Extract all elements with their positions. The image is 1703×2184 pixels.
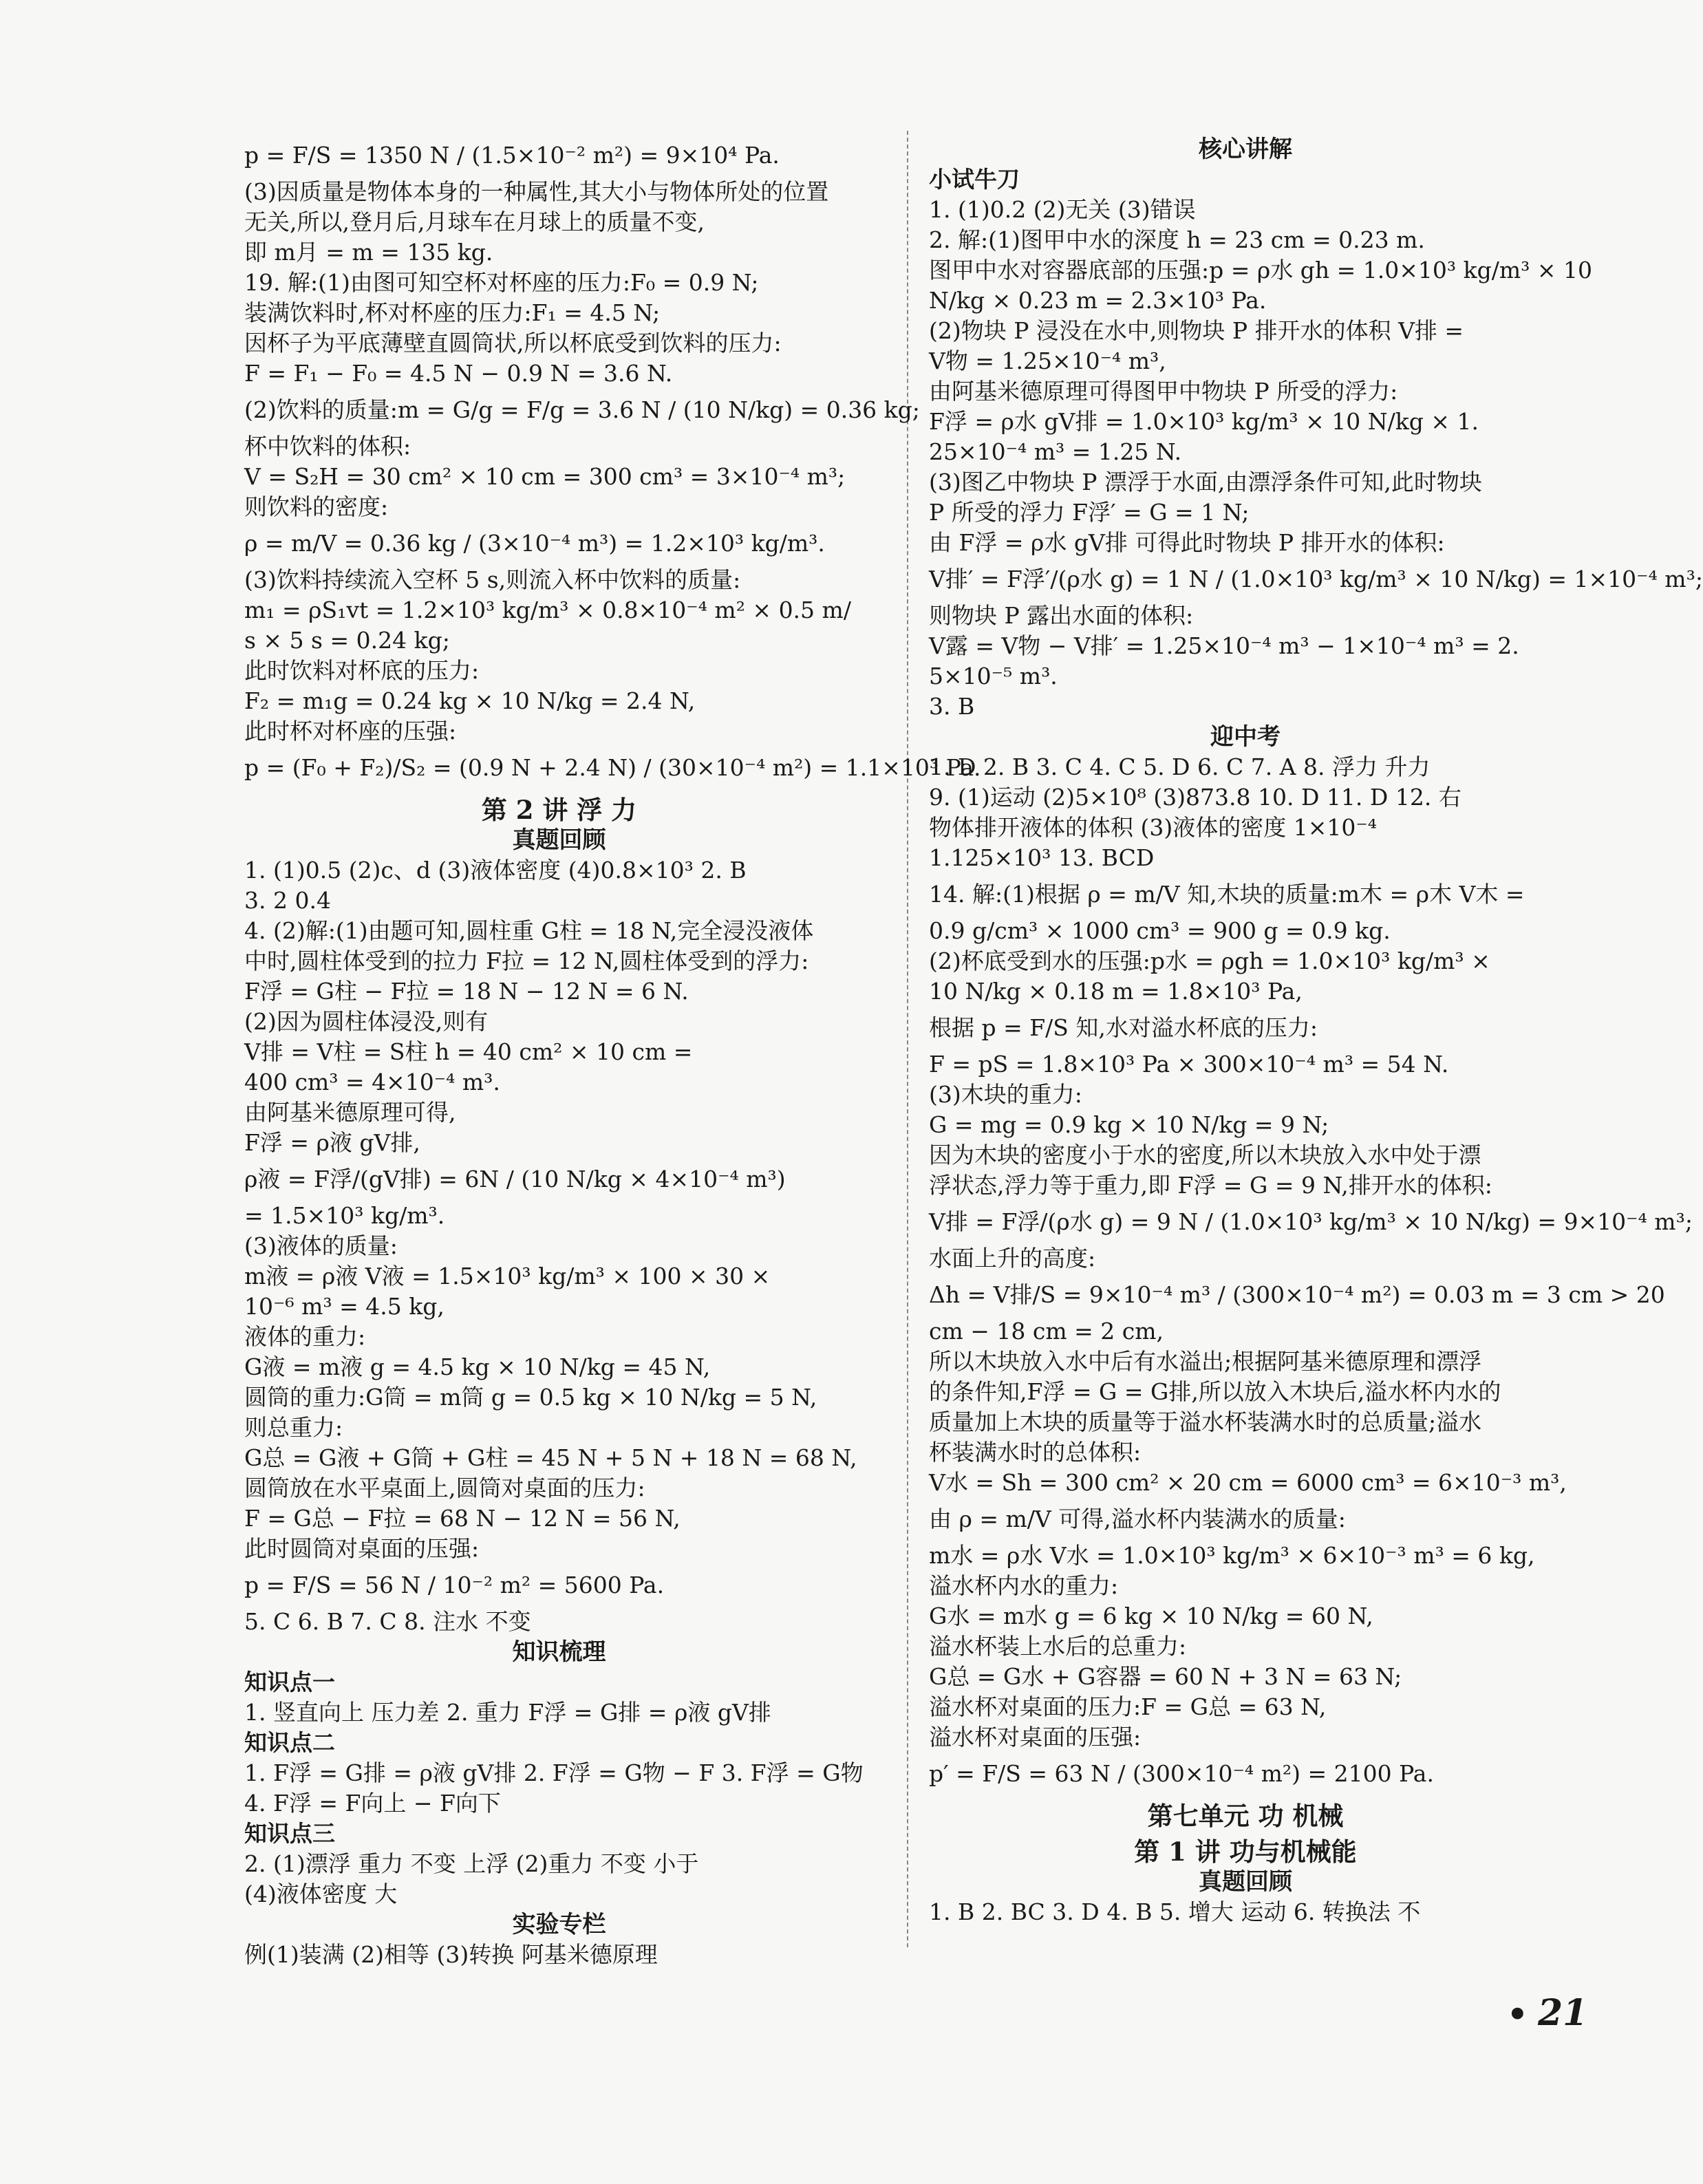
text-line: 3. B xyxy=(929,693,975,720)
text-line: F = F₁ − F₀ = 4.5 N − 0.9 N = 3.6 N. xyxy=(244,360,673,387)
text-line: 则物块 P 露出水面的体积: xyxy=(929,602,1194,629)
section-heading: 第 1 讲 功与机械能 xyxy=(1134,1837,1357,1867)
text-line: p = F/S = 56 N / 10⁻² m² = 5600 Pa. xyxy=(244,1572,665,1598)
text-line: 无关,所以,登月后,月球车在月球上的质量不变, xyxy=(244,208,705,235)
text-line: Δh = V排/S = 9×10⁻⁴ m³ / (300×10⁻⁴ m²) = 0.03 m = 3 cm > 20 xyxy=(929,1281,1665,1308)
text-line: m液 = ρ液 V液 = 1.5×10³ kg/m³ × 100 × 30 × xyxy=(244,1263,771,1289)
section-heading: 第七单元 功 机械 xyxy=(1147,1801,1344,1831)
text-line: V排 = V柱 = S柱 h = 40 cm² × 10 cm = xyxy=(244,1038,693,1065)
section-heading: 核心讲解 xyxy=(1199,136,1292,163)
text-line: (3)图乙中物块 P 漂浮于水面,由漂浮条件可知,此时物块 xyxy=(929,469,1482,495)
text-line: 1. D 2. B 3. C 4. C 5. D 6. C 7. A 8. 浮力 升力 xyxy=(929,753,1431,780)
section-heading: 真题回顾 xyxy=(512,826,606,854)
text-line: (3)因质量是物体本身的一种属性,其大小与物体所处的位置 xyxy=(244,178,829,205)
text-line: F = pS = 1.8×10³ Pa × 300×10⁻⁴ m³ = 54 N. xyxy=(929,1051,1449,1078)
text-line: 此时杯对杯座的压强: xyxy=(244,718,457,745)
text-line: 1. B 2. BC 3. D 4. B 5. 增大 运动 6. 转换法 不 xyxy=(929,1898,1421,1925)
text-line: s × 5 s = 0.24 kg; xyxy=(244,627,450,654)
text-line: 图甲中水对容器底部的压强:p = ρ水 gh = 1.0×10³ kg/m³ × 10 xyxy=(929,257,1592,283)
text-line: p = F/S = 1350 N / (1.5×10⁻² m²) = 9×10⁴ Pa. xyxy=(244,142,780,169)
text-line: 4. F浮 = F向上 − F向下 xyxy=(244,1790,501,1817)
text-line: (2)杯底受到水的压强:p水 = ρgh = 1.0×10³ kg/m³ × xyxy=(929,948,1490,974)
text-line: 1. (1)0.2 (2)无关 (3)错误 xyxy=(929,196,1196,223)
text-line: 杯装满水时的总体积: xyxy=(929,1439,1142,1466)
text-line: = 1.5×10³ kg/m³. xyxy=(244,1202,445,1229)
text-line: 装满饮料时,杯对杯座的压力:F₁ = 4.5 N; xyxy=(244,299,661,326)
section-heading: 迎中考 xyxy=(1210,723,1281,751)
text-line: 400 cm³ = 4×10⁻⁴ m³. xyxy=(244,1069,500,1095)
text-line: 由阿基米德原理可得图甲中物块 P 所受的浮力: xyxy=(929,378,1398,405)
text-line: P 所受的浮力 F浮′ = G = 1 N; xyxy=(929,499,1250,526)
text-line: F浮 = ρ液 gV排, xyxy=(244,1129,420,1156)
text-line: G总 = G水 + G容器 = 60 N + 3 N = 63 N; xyxy=(929,1663,1402,1690)
text-line: V物 = 1.25×10⁻⁴ m³, xyxy=(929,347,1166,374)
text-line: (3)木块的重力: xyxy=(929,1081,1082,1108)
text-line: 5×10⁻⁵ m³. xyxy=(929,663,1058,689)
text-line: 水面上升的高度: xyxy=(929,1245,1096,1272)
text-line: 所以木块放入水中后有水溢出;根据阿基米德原理和漂浮 xyxy=(929,1348,1482,1375)
page-dot: • xyxy=(1507,1995,1528,2034)
text-line: 3. 2 0.4 xyxy=(244,887,331,914)
text-line: 溢水杯对桌面的压强: xyxy=(929,1724,1142,1751)
text-line: 的条件知,F浮 = G = G排,所以放入木块后,溢水杯内水的 xyxy=(929,1378,1501,1405)
text-line: G = mg = 0.9 kg × 10 N/kg = 9 N; xyxy=(929,1111,1329,1138)
text-line: (2)因为圆柱体浸没,则有 xyxy=(244,1008,489,1035)
text-line: F浮 = ρ水 gV排 = 1.0×10³ kg/m³ × 10 N/kg × 1. xyxy=(929,408,1479,435)
text-line: 浮状态,浮力等于重力,即 F浮 = G = 9 N,排开水的体积: xyxy=(929,1172,1492,1199)
text-line: 1.125×10³ 13. BCD xyxy=(929,844,1155,871)
text-line: 2. (1)漂浮 重力 不变 上浮 (2)重力 不变 小于 xyxy=(244,1850,699,1877)
text-line: (2)物块 P 浸没在水中,则物块 P 排开水的体积 V排 = xyxy=(929,317,1464,344)
text-line: 因杯子为平底薄壁直圆筒状,所以杯底受到饮料的压力: xyxy=(244,330,782,356)
text-line: V露 = V物 − V排′ = 1.25×10⁻⁴ m³ − 1×10⁻⁴ m³ = 2. xyxy=(929,632,1519,659)
text-line: V排 = F浮/(ρ水 g) = 9 N / (1.0×10³ kg/m³ × 10 N/kg) = 9×10⁻⁴ m³; xyxy=(929,1208,1693,1235)
text-line: 0.9 g/cm³ × 1000 cm³ = 900 g = 0.9 kg. xyxy=(929,917,1391,944)
section-heading: 知识点三 xyxy=(244,1820,335,1847)
text-line: 中时,圆柱体受到的拉力 F拉 = 12 N,圆柱体受到的浮力: xyxy=(244,948,809,974)
text-line: F浮 = G柱 − F拉 = 18 N − 12 N = 6 N. xyxy=(244,978,689,1005)
text-line: 9. (1)运动 (2)5×10⁸ (3)873.8 10. D 11. D 12. 右 xyxy=(929,784,1461,811)
text-line: p = (F₀ + F₂)/S₂ = (0.9 N + 2.4 N) / (30×10⁻⁴ m²) = 1.1×10³ Pa. xyxy=(244,754,981,781)
text-line: ρ液 = F浮/(gV排) = 6N / (10 N/kg × 4×10⁻⁴ m³) xyxy=(244,1166,786,1192)
text-line: 溢水杯内水的重力: xyxy=(929,1572,1119,1599)
text-line: N/kg × 0.23 m = 2.3×10³ Pa. xyxy=(929,287,1267,314)
text-line: 19. 解:(1)由图可知空杯对杯座的压力:F₀ = 0.9 N; xyxy=(244,269,759,296)
text-line: 1. 竖直向上 压力差 2. 重力 F浮 = G排 = ρ液 gV排 xyxy=(244,1699,771,1726)
text-line: 1. F浮 = G排 = ρ液 gV排 2. F浮 = G物 − F 3. F浮 = G物 xyxy=(244,1759,864,1786)
right-column xyxy=(929,134,1703,1927)
text-line: G水 = m水 g = 6 kg × 10 N/kg = 60 N, xyxy=(929,1603,1373,1629)
section-heading: 知识点一 xyxy=(244,1669,335,1695)
text-line: (3)液体的质量: xyxy=(244,1232,398,1259)
text-line: 则总重力: xyxy=(244,1414,343,1441)
text-line: V排′ = F浮′/(ρ水 g) = 1 N / (1.0×10³ kg/m³ × 10 N/kg) = 1×10⁻⁴ m³; xyxy=(929,566,1703,592)
text-line: V = S₂H = 30 cm² × 10 cm = 300 cm³ = 3×10⁻⁴ m³; xyxy=(244,463,846,490)
text-line: 杯中饮料的体积: xyxy=(244,433,411,460)
text-line: cm − 18 cm = 2 cm, xyxy=(929,1318,1164,1345)
text-line: 因为木块的密度小于水的密度,所以木块放入水中处于漂 xyxy=(929,1142,1481,1168)
text-line: 10 N/kg × 0.18 m = 1.8×10³ Pa, xyxy=(929,978,1303,1005)
text-line: G液 = m液 g = 4.5 kg × 10 N/kg = 45 N, xyxy=(244,1353,711,1380)
text-line: 圆筒的重力:G筒 = m筒 g = 0.5 kg × 10 N/kg = 5 N, xyxy=(244,1384,817,1411)
section-heading: 知识点二 xyxy=(244,1729,335,1756)
text-line: 例(1)装满 (2)相等 (3)转换 阿基米德原理 xyxy=(244,1941,658,1968)
text-line: 4. (2)解:(1)由题可知,圆柱重 G柱 = 18 N,完全浸没液体 xyxy=(244,917,814,944)
section-heading: 知识梳理 xyxy=(512,1638,606,1666)
text-line: 此时圆筒对桌面的压强: xyxy=(244,1535,480,1562)
text-line: 由 ρ = m/V 可得,溢水杯内装满水的质量: xyxy=(929,1506,1346,1532)
section-heading: 真题回顾 xyxy=(1199,1868,1292,1896)
text-line: (2)饮料的质量:m = G/g = F/g = 3.6 N / (10 N/kg) = 0.36 kg; xyxy=(244,396,920,423)
text-line: 2. 解:(1)图甲中水的深度 h = 23 cm = 0.23 m. xyxy=(929,226,1425,253)
text-line: ρ = m/V = 0.36 kg / (3×10⁻⁴ m³) = 1.2×10³ kg/m³. xyxy=(244,530,825,557)
section-heading: 小试牛刀 xyxy=(929,166,1020,193)
text-line: 5. C 6. B 7. C 8. 注水 不变 xyxy=(244,1608,531,1635)
text-line: m水 = ρ水 V水 = 1.0×10³ kg/m³ × 6×10⁻³ m³ = 6 kg, xyxy=(929,1542,1535,1569)
text-line: 即 m月 = m = 135 kg. xyxy=(244,239,493,266)
text-line: (4)液体密度 大 xyxy=(244,1881,398,1907)
text-line: F = G总 − F拉 = 68 N − 12 N = 56 N, xyxy=(244,1505,681,1532)
page-number: 21 xyxy=(1538,1992,1588,2034)
text-line: 14. 解:(1)根据 ρ = m/V 知,木块的质量:m木 = ρ木 V木 = xyxy=(929,881,1525,908)
text-line: (3)饮料持续流入空杯 5 s,则流入杯中饮料的质量: xyxy=(244,566,741,593)
text-line: 则饮料的密度: xyxy=(244,493,389,520)
text-line: 溢水杯对桌面的压力:F = G总 = 63 N, xyxy=(929,1693,1327,1720)
text-line: p′ = F/S = 63 N / (300×10⁻⁴ m²) = 2100 Pa. xyxy=(929,1760,1434,1787)
text-line: 由 F浮 = ρ水 gV排 可得此时物块 P 排开水的体积: xyxy=(929,529,1445,556)
section-heading: 实验专栏 xyxy=(512,1911,606,1938)
section-heading: 第 2 讲 浮 力 xyxy=(481,795,637,825)
text-line: 由阿基米德原理可得, xyxy=(244,1099,456,1126)
text-line: F₂ = m₁g = 0.24 kg × 10 N/kg = 2.4 N, xyxy=(244,687,696,714)
text-line: 10⁻⁶ m³ = 4.5 kg, xyxy=(244,1293,445,1320)
text-line: 根据 p = F/S 知,水对溢水杯底的压力: xyxy=(929,1014,1318,1041)
text-line: G总 = G液 + G筒 + G柱 = 45 N + 5 N + 18 N = 68 N, xyxy=(244,1444,857,1471)
text-line: 溢水杯装上水后的总重力: xyxy=(929,1633,1187,1660)
text-line: 1. (1)0.5 (2)c、d (3)液体密度 (4)0.8×10³ 2. B xyxy=(244,857,747,884)
text-line: 圆筒放在水平桌面上,圆筒对桌面的压力: xyxy=(244,1475,645,1501)
text-line: 此时饮料对杯底的压力: xyxy=(244,657,480,684)
text-line: 物体排开液体的体积 (3)液体的密度 1×10⁻⁴ xyxy=(929,814,1378,841)
text-line: 质量加上木块的质量等于溢水杯装满水时的总质量;溢水 xyxy=(929,1409,1482,1435)
text-line: 25×10⁻⁴ m³ = 1.25 N. xyxy=(929,438,1182,465)
text-line: V水 = Sh = 300 cm² × 20 cm = 6000 cm³ = 6×10⁻³ m³, xyxy=(929,1469,1567,1496)
text-line: m₁ = ρS₁vt = 1.2×10³ kg/m³ × 0.8×10⁻⁴ m² × 0.5 m/ xyxy=(244,597,851,623)
text-line: 液体的重力: xyxy=(244,1323,366,1350)
